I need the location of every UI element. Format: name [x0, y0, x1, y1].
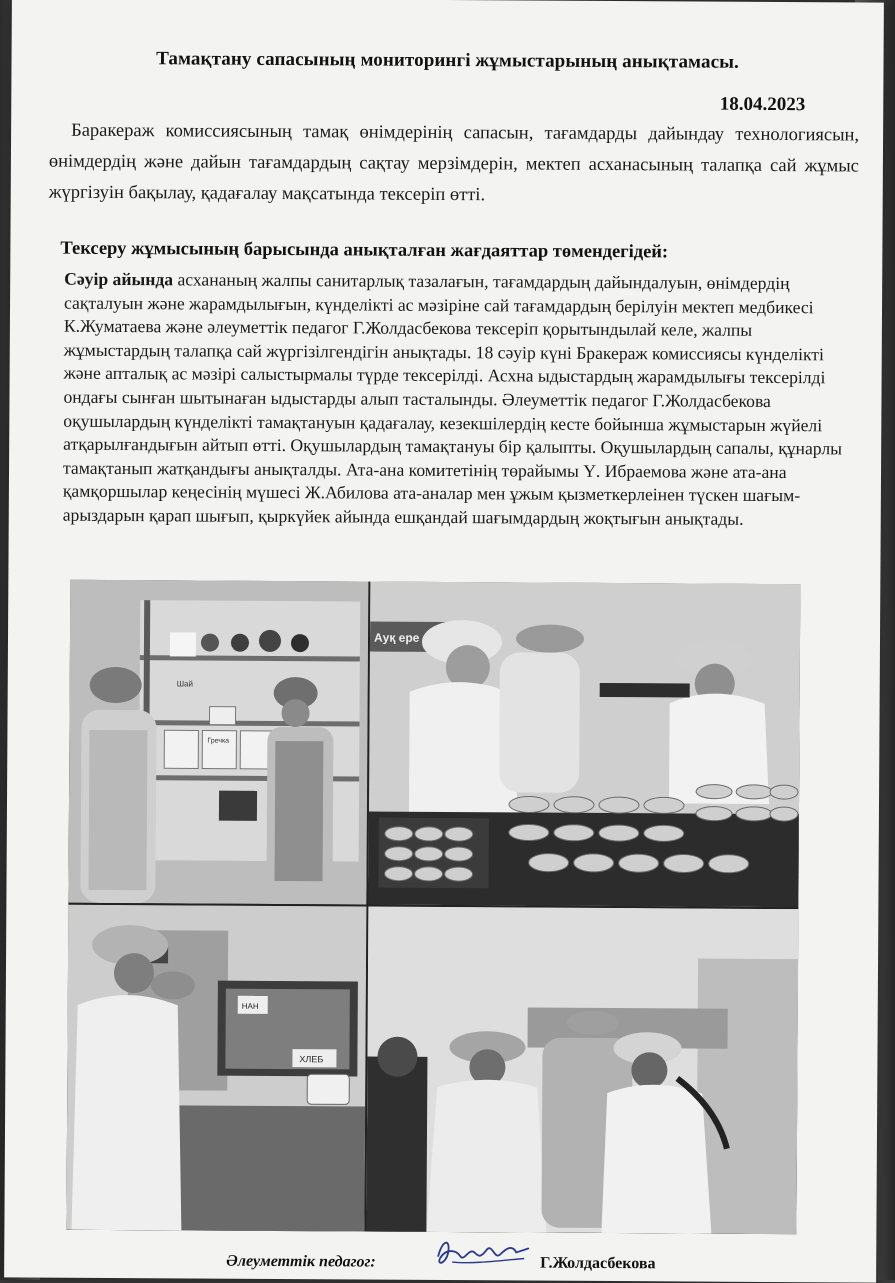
handwritten-signature — [432, 1234, 532, 1276]
photo-bread-cabinet — [66, 905, 366, 1232]
findings-lead: Сәуір айында — [64, 268, 174, 290]
jar-label-tea: Шай — [176, 679, 194, 689]
findings-paragraph — [63, 268, 855, 532]
box-label: НАН — [241, 1001, 259, 1011]
photo-collage — [66, 580, 800, 1234]
jar-label-buckwheat: Гречка — [207, 737, 230, 745]
signatory-name: Г.Жолдасбекова — [540, 1254, 656, 1273]
document-title: Тамақтану сапасының мониторингі жұмыстарының анықтамасы. — [156, 48, 739, 73]
signatory-role: Әлеуметтік педагог: — [226, 1252, 376, 1271]
photo-storage-room — [68, 580, 368, 905]
photo-kitchen-inspection — [366, 907, 798, 1235]
intro-paragraph: Баракераж комиссиясының тамақ өнімдерінің сапасын, тағамдарды дайындау технологиясын, өнімдердің және дайын тағамдардың сақтау мерзімдерін, мектеп асханасының талапқа сай жұмыс жүргізуін бақылау, қадағалау мақсатында тексеріп өтті. — [48, 120, 860, 206]
paper-sheet — [4, 0, 884, 1283]
banner-text: Ауқ ере — [373, 630, 420, 645]
document-date: 18.04.2023 — [719, 93, 806, 116]
findings-heading: Тексеру жұмысының барысында анықталған жағдаяттар төмендегідей: — [60, 238, 669, 263]
photo-bread-baking — [368, 582, 800, 908]
findings-body: асхананың жалпы санитарлық тазалағын, тағамдардың дайындалуын, өнімдердің сақталуын және жарамдылығын, күнделікті ас мәзіріне сай тағамдардың берілуін мектеп медбикесі К.Жуматаева және әлеуметтік педагог Г.Жолдасбекова тексеріп қорытындылай келе, жалпы жұмыстардың талапқа сай жүргізілгендігін анықтады. 18 сәуір күні Бракераж комиссиясы күнделікті және апталық ас мәзірі салыстырмалы түрде тексерілді. Асхна ыдыстардың жарамдылығы тексерілді ондағы сынған шытынаған ыдыстарды алып тасталынды. Әлеуметтік педагог Г.Жолдасбекова оқушылардың күнделікті тамақтануын қадағалау, кезекшілердің кесте бойынша жұмыстарын жүйелі атқарылғандығын айтып өтті. Оқушылардың тамақтануы бір қалыпты. Оқушылардың сапалы, құнарлы тамақтанып жатқандығы анықталды. Ата-ана комитетінің төрайымы Ү. Ибраемова және ата-ана қамқоршылар кеңесінің мүшесі Ж.Абилова ата-аналар мен ұжым қызметкерлеінен түскен шағым-арыздарын қарап шығып, қыркүйек айында ешқандай шағымдардың жоқтығын анықтады. — [62, 269, 843, 529]
bread-sign: ХЛЕБ — [299, 1054, 324, 1065]
